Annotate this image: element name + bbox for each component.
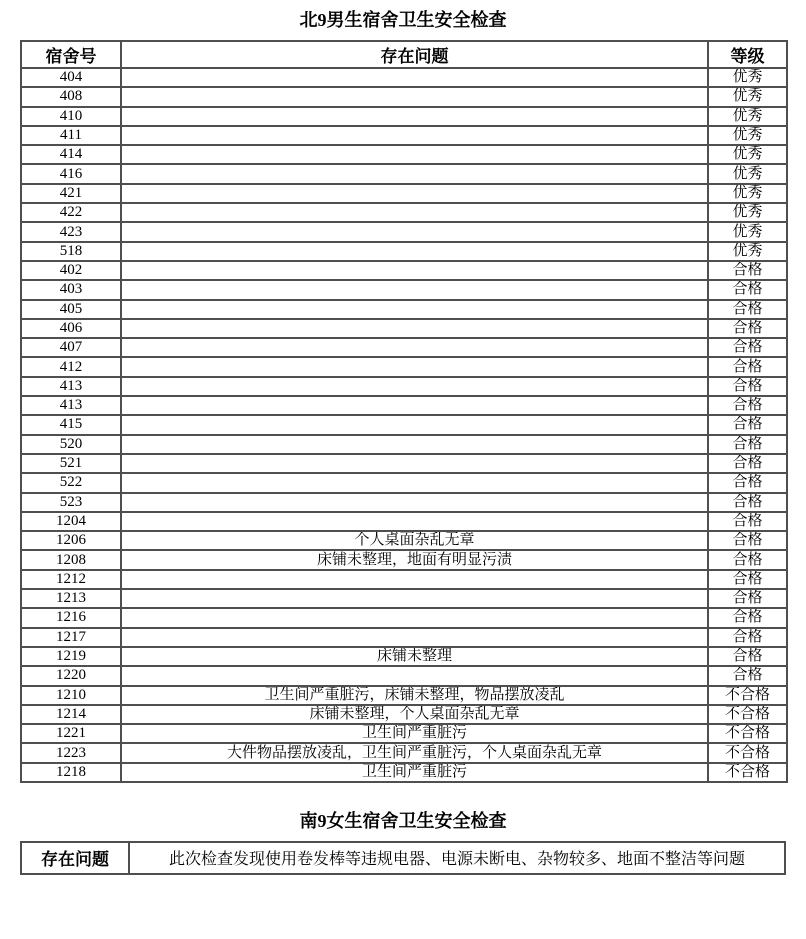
room-number: 523 — [21, 493, 121, 512]
room-number: 1214 — [21, 705, 121, 724]
section2-title: 南9女生宿舍卫生安全检查 — [299, 810, 507, 831]
problem-text — [121, 261, 708, 280]
room-number: 1213 — [21, 589, 121, 608]
table-row — [21, 300, 787, 319]
table-row — [21, 396, 787, 415]
room-number: 1217 — [21, 628, 121, 647]
grade-text: 优秀 — [708, 184, 787, 203]
problem-text — [121, 628, 708, 647]
grade-text: 优秀 — [708, 242, 787, 261]
problem-text — [121, 68, 708, 87]
room-number: 406 — [21, 319, 121, 338]
problem-text: 个人桌面杂乱无章 — [121, 531, 708, 550]
room-number: 518 — [21, 242, 121, 261]
grade-text: 合格 — [708, 512, 787, 531]
problem-text — [121, 493, 708, 512]
room-number: 1216 — [21, 608, 121, 627]
column-header-room: 宿舍号 — [21, 41, 121, 68]
grade-text: 合格 — [708, 415, 787, 434]
problem-text — [121, 107, 708, 126]
column-header-problem: 存在问题 — [121, 41, 708, 68]
table-row — [21, 570, 787, 589]
grade-text: 优秀 — [708, 164, 787, 183]
problem-text — [121, 300, 708, 319]
room-number: 1212 — [21, 570, 121, 589]
grade-text: 合格 — [708, 454, 787, 473]
problem-text — [121, 338, 708, 357]
grade-text: 合格 — [708, 493, 787, 512]
room-number: 404 — [21, 68, 121, 87]
table-row — [21, 415, 787, 434]
grade-text: 合格 — [708, 628, 787, 647]
table-row — [21, 107, 787, 126]
grade-text: 不合格 — [708, 705, 787, 724]
problem-text: 大件物品摆放凌乱，卫生间严重脏污，个人桌面杂乱无章 — [121, 743, 708, 762]
table-row — [21, 280, 787, 299]
room-number: 1210 — [21, 686, 121, 705]
room-number: 1208 — [21, 550, 121, 569]
room-number: 402 — [21, 261, 121, 280]
problem-text — [121, 454, 708, 473]
grade-text: 合格 — [708, 531, 787, 550]
room-number: 520 — [21, 435, 121, 454]
grade-text: 合格 — [708, 300, 787, 319]
problem-text — [121, 184, 708, 203]
table-row — [21, 647, 787, 666]
summary-row — [21, 842, 785, 874]
problem-text — [121, 377, 708, 396]
problem-text — [121, 666, 708, 685]
room-number: 1221 — [21, 724, 121, 743]
table-row — [21, 319, 787, 338]
grade-text: 合格 — [708, 550, 787, 569]
grade-text: 优秀 — [708, 107, 787, 126]
table-row — [21, 589, 787, 608]
table-row — [21, 608, 787, 627]
table-row — [21, 743, 787, 762]
grade-text: 合格 — [708, 338, 787, 357]
table-row — [21, 705, 787, 724]
summary-content: 此次检查发现使用卷发棒等违规电器、电源未断电、杂物较多、地面不整洁等问题 — [129, 842, 785, 874]
grade-text: 优秀 — [708, 68, 787, 87]
dorm-inspection-table-header — [21, 41, 787, 68]
grade-text: 不合格 — [708, 763, 787, 782]
room-number: 412 — [21, 357, 121, 376]
room-number: 407 — [21, 338, 121, 357]
room-number: 414 — [21, 145, 121, 164]
table-row — [21, 666, 787, 685]
room-number: 405 — [21, 300, 121, 319]
problem-text — [121, 145, 708, 164]
problem-text — [121, 570, 708, 589]
table-row — [21, 87, 787, 106]
grade-text: 不合格 — [708, 686, 787, 705]
table-row — [21, 550, 787, 569]
grade-text: 合格 — [708, 319, 787, 338]
room-number: 413 — [21, 396, 121, 415]
grade-text: 合格 — [708, 666, 787, 685]
grade-text: 合格 — [708, 280, 787, 299]
problem-text — [121, 319, 708, 338]
table-row — [21, 68, 787, 87]
room-number: 1219 — [21, 647, 121, 666]
grade-text: 合格 — [708, 435, 787, 454]
grade-text: 合格 — [708, 608, 787, 627]
problem-text — [121, 87, 708, 106]
grade-text: 合格 — [708, 396, 787, 415]
problem-text — [121, 435, 708, 454]
dorm-inspection-table — [20, 40, 788, 783]
table-row — [21, 126, 787, 145]
grade-text: 合格 — [708, 357, 787, 376]
grade-text: 合格 — [708, 261, 787, 280]
room-number: 410 — [21, 107, 121, 126]
table-row — [21, 357, 787, 376]
table-row — [21, 145, 787, 164]
problem-text — [121, 222, 708, 241]
problem-text — [121, 396, 708, 415]
table-row — [21, 261, 787, 280]
room-number: 423 — [21, 222, 121, 241]
grade-text: 不合格 — [708, 724, 787, 743]
table-row — [21, 377, 787, 396]
grade-text: 优秀 — [708, 222, 787, 241]
grade-text: 优秀 — [708, 126, 787, 145]
problem-text: 床铺未整理 — [121, 647, 708, 666]
summary-label: 存在问题 — [21, 842, 129, 874]
problem-text: 床铺未整理，个人桌面杂乱无章 — [121, 705, 708, 724]
table-row — [21, 512, 787, 531]
table-row — [21, 164, 787, 183]
table-row — [21, 184, 787, 203]
grade-text: 合格 — [708, 473, 787, 492]
room-number: 1223 — [21, 743, 121, 762]
problem-text: 床铺未整理，地面有明显污渍 — [121, 550, 708, 569]
room-number: 521 — [21, 454, 121, 473]
room-number: 403 — [21, 280, 121, 299]
problem-text — [121, 589, 708, 608]
room-number: 413 — [21, 377, 121, 396]
room-number: 408 — [21, 87, 121, 106]
room-number: 1204 — [21, 512, 121, 531]
table-row — [21, 473, 787, 492]
problem-text — [121, 280, 708, 299]
problem-text — [121, 512, 708, 531]
problem-text: 卫生间严重脏污 — [121, 724, 708, 743]
column-header-grade: 等级 — [708, 41, 787, 68]
section1-title: 北9男生宿舍卫生安全检查 — [299, 10, 507, 30]
table-row — [21, 531, 787, 550]
problem-text — [121, 126, 708, 145]
room-number: 415 — [21, 415, 121, 434]
grade-text: 优秀 — [708, 87, 787, 106]
problem-text — [121, 608, 708, 627]
table-row — [21, 222, 787, 241]
problem-text — [121, 164, 708, 183]
room-number: 411 — [21, 126, 121, 145]
problem-text — [121, 473, 708, 492]
room-number: 1206 — [21, 531, 121, 550]
table-row — [21, 203, 787, 222]
room-number: 422 — [21, 203, 121, 222]
room-number: 421 — [21, 184, 121, 203]
grade-text: 合格 — [708, 589, 787, 608]
problem-text: 卫生间严重脏污 — [121, 763, 708, 782]
grade-text: 不合格 — [708, 743, 787, 762]
table-row — [21, 338, 787, 357]
table-row — [21, 724, 787, 743]
summary-table — [20, 841, 786, 875]
table-row — [21, 435, 787, 454]
grade-text: 合格 — [708, 647, 787, 666]
problem-text — [121, 203, 708, 222]
problem-text — [121, 357, 708, 376]
problem-text — [121, 415, 708, 434]
table-row — [21, 242, 787, 261]
grade-text: 优秀 — [708, 203, 787, 222]
table-row — [21, 454, 787, 473]
header-row — [21, 41, 787, 68]
dorm-inspection-table-body — [21, 68, 787, 782]
room-number: 1220 — [21, 666, 121, 685]
table-row — [21, 628, 787, 647]
grade-text: 合格 — [708, 570, 787, 589]
room-number: 416 — [21, 164, 121, 183]
table-row — [21, 763, 787, 782]
table-row — [21, 493, 787, 512]
grade-text: 合格 — [708, 377, 787, 396]
problem-text — [121, 242, 708, 261]
grade-text: 优秀 — [708, 145, 787, 164]
room-number: 1218 — [21, 763, 121, 782]
table-row — [21, 686, 787, 705]
room-number: 522 — [21, 473, 121, 492]
problem-text: 卫生间严重脏污，床铺未整理，物品摆放凌乱 — [121, 686, 708, 705]
